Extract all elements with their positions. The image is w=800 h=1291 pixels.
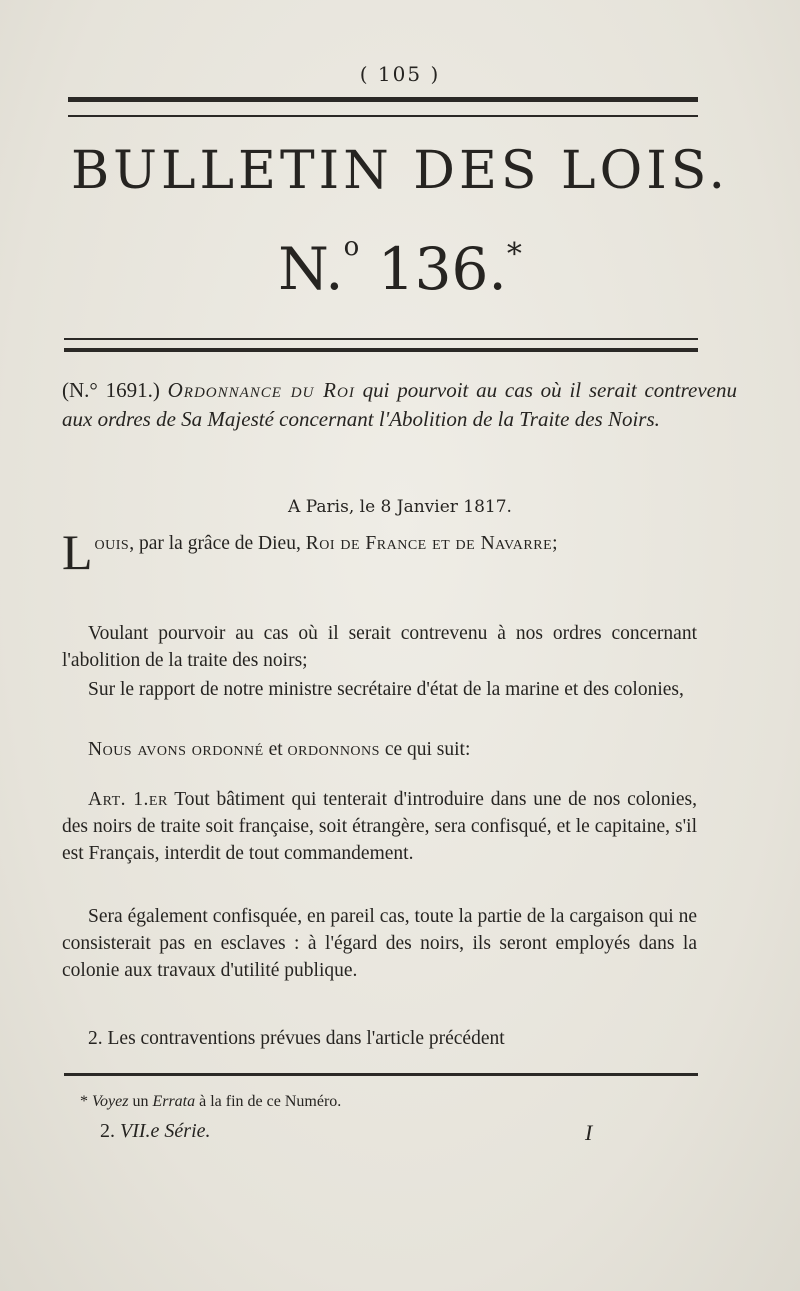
ordonnance-heading	[62, 376, 737, 434]
date-line: A Paris, le 8 Janvier 1817.	[288, 497, 512, 517]
paragraph-voulant: Voulant pourvoir au cas où il serait contrevenu à nos ordres concernant l'abolition de la traite des noirs;	[62, 623, 697, 671]
ordonnons-sc: ordonnons	[287, 739, 380, 760]
mid-rule-thick	[64, 348, 698, 352]
top-rule-thin	[68, 115, 698, 117]
footnote	[80, 1093, 720, 1111]
bulletin-title: BULLETIN DES LOIS.	[70, 141, 730, 201]
series-label: VII.e Série.	[120, 1120, 211, 1142]
page-number: ( 105 )	[359, 62, 441, 86]
article-1-continued: Sera également confisquée, en pareil cas, toute la partie de la cargaison qui ne consisterait pas en esclaves : à l'égard des noirs, ils seront employés dans la colonie aux travaux d'utilité publique.	[62, 906, 697, 981]
series-mark	[100, 1120, 211, 1143]
bulletin-sup: o	[343, 232, 360, 262]
footnote-star: *	[80, 1093, 88, 1110]
article-1	[62, 786, 697, 867]
preamble-end: ;	[552, 533, 558, 554]
bulletin-number	[0, 232, 800, 303]
footnote-voyez: Voyez	[92, 1093, 129, 1110]
article-1-text: Tout bâtiment qui tenterait d'introduire dans une de nos colonies, des noirs de traite soit française, soit étrangère, sera confisqué, et le capitaine, s'il est Français, interdit de tout commandement.	[62, 789, 698, 864]
footnote-errata: Errata	[152, 1093, 196, 1110]
article-1-label: Art. 1.er	[88, 789, 168, 810]
footnote-un: un	[132, 1093, 149, 1110]
footnote-rest: à la fin de ce Numéro.	[199, 1093, 342, 1110]
preamble-name: ouis	[94, 533, 130, 554]
paragraph-ordonnons	[62, 736, 697, 763]
ordonnance-title: Ordonnance du Roi	[167, 378, 355, 402]
preamble-text: , par la grâce de Dieu,	[129, 533, 301, 554]
bulletin-value: 136.	[377, 235, 507, 303]
sheet-mark: I	[585, 1120, 593, 1145]
bulletin-star: *	[506, 237, 522, 272]
paragraph-rapport: Sur le rapport de notre ministre secrétaire d'état de la marine et des colonies,	[88, 679, 684, 700]
ordonne-sc: Nous avons ordonné	[88, 739, 264, 760]
drop-cap: L	[62, 524, 93, 580]
bulletin-prefix: N.	[278, 235, 344, 303]
series-num: 2.	[100, 1120, 115, 1142]
ordonnance-subject: qui pourvoit au cas où il serait contrevenu aux ordres de Sa Majesté concernant l'Abolition de la Traite des Noirs.	[62, 378, 737, 431]
top-rule-thick	[68, 97, 698, 102]
ordonne-mid: et	[263, 739, 288, 760]
footer-rule	[64, 1073, 698, 1076]
ordonnance-number: (N.° 1691.)	[62, 378, 160, 402]
mid-rule-thin	[64, 338, 698, 340]
preamble-title: Roi de France et de Navarre	[305, 533, 553, 554]
preamble	[62, 524, 697, 580]
article-2: 2. Les contraventions prévues dans l'article précédent	[88, 1028, 505, 1049]
ordonne-end: ce qui suit:	[379, 739, 471, 760]
